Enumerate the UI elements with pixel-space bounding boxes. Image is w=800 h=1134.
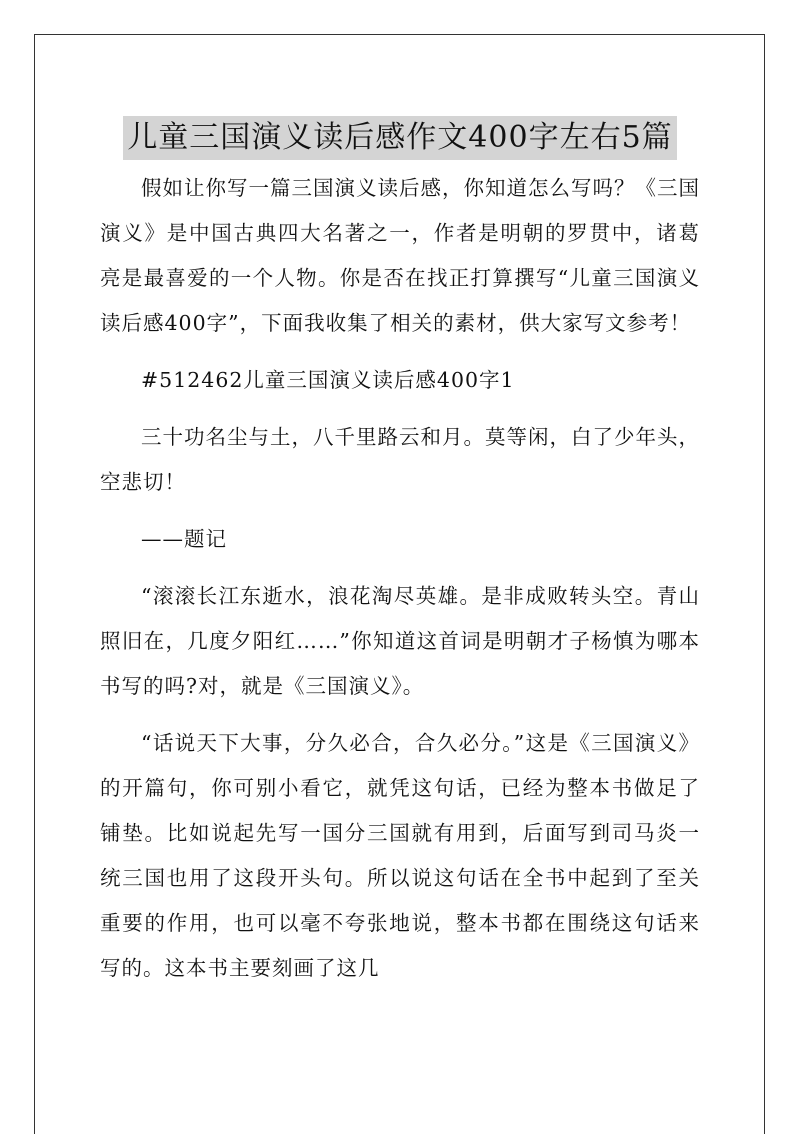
- document-title: 儿童三国演义读后感作文400字左右5篇: [123, 116, 676, 160]
- document-body: [100, 166, 700, 991]
- body-paragraph: “话说天下大事，分久必合，合久必分。”这是《三国演义》的开篇句，你可别小看它，就凭这句话，已经为整本书做足了铺垫。比如说起先写一国分三国就有用到，后面写到司马炎一统三国也用了这段开头句。所以说这句话在全书中起到了至关重要的作用，也可以毫不夸张地说，整本书都在围绕这句话来写的。这本书主要刻画了这几: [100, 731, 700, 980]
- body-paragraph: “滚滚长江东逝水，浪花淘尽英雄。是非成败转头空。青山照旧在，几度夕阳红……”你知道这首词是明朝才子杨慎为哪本书写的吗?对，就是《三国演义》。: [100, 584, 700, 698]
- poem-quote: 三十功名尘与土，八千里路云和月。莫等闲，白了少年头，空悲切！: [100, 425, 700, 494]
- epigraph-label: ——题记: [141, 527, 227, 551]
- intro-paragraph: 假如让你写一篇三国演义读后感，你知道怎么写吗？《三国演义》是中国古典四大名著之一，作者是明朝的罗贯中，诸葛亮是最喜爱的一个人物。你是否在找正打算撰写“儿童三国演义读后感400字”，下面我收集了相关的素材，供大家写文参考！: [100, 176, 700, 335]
- section-heading: #512462儿童三国演义读后感400字1: [141, 368, 515, 392]
